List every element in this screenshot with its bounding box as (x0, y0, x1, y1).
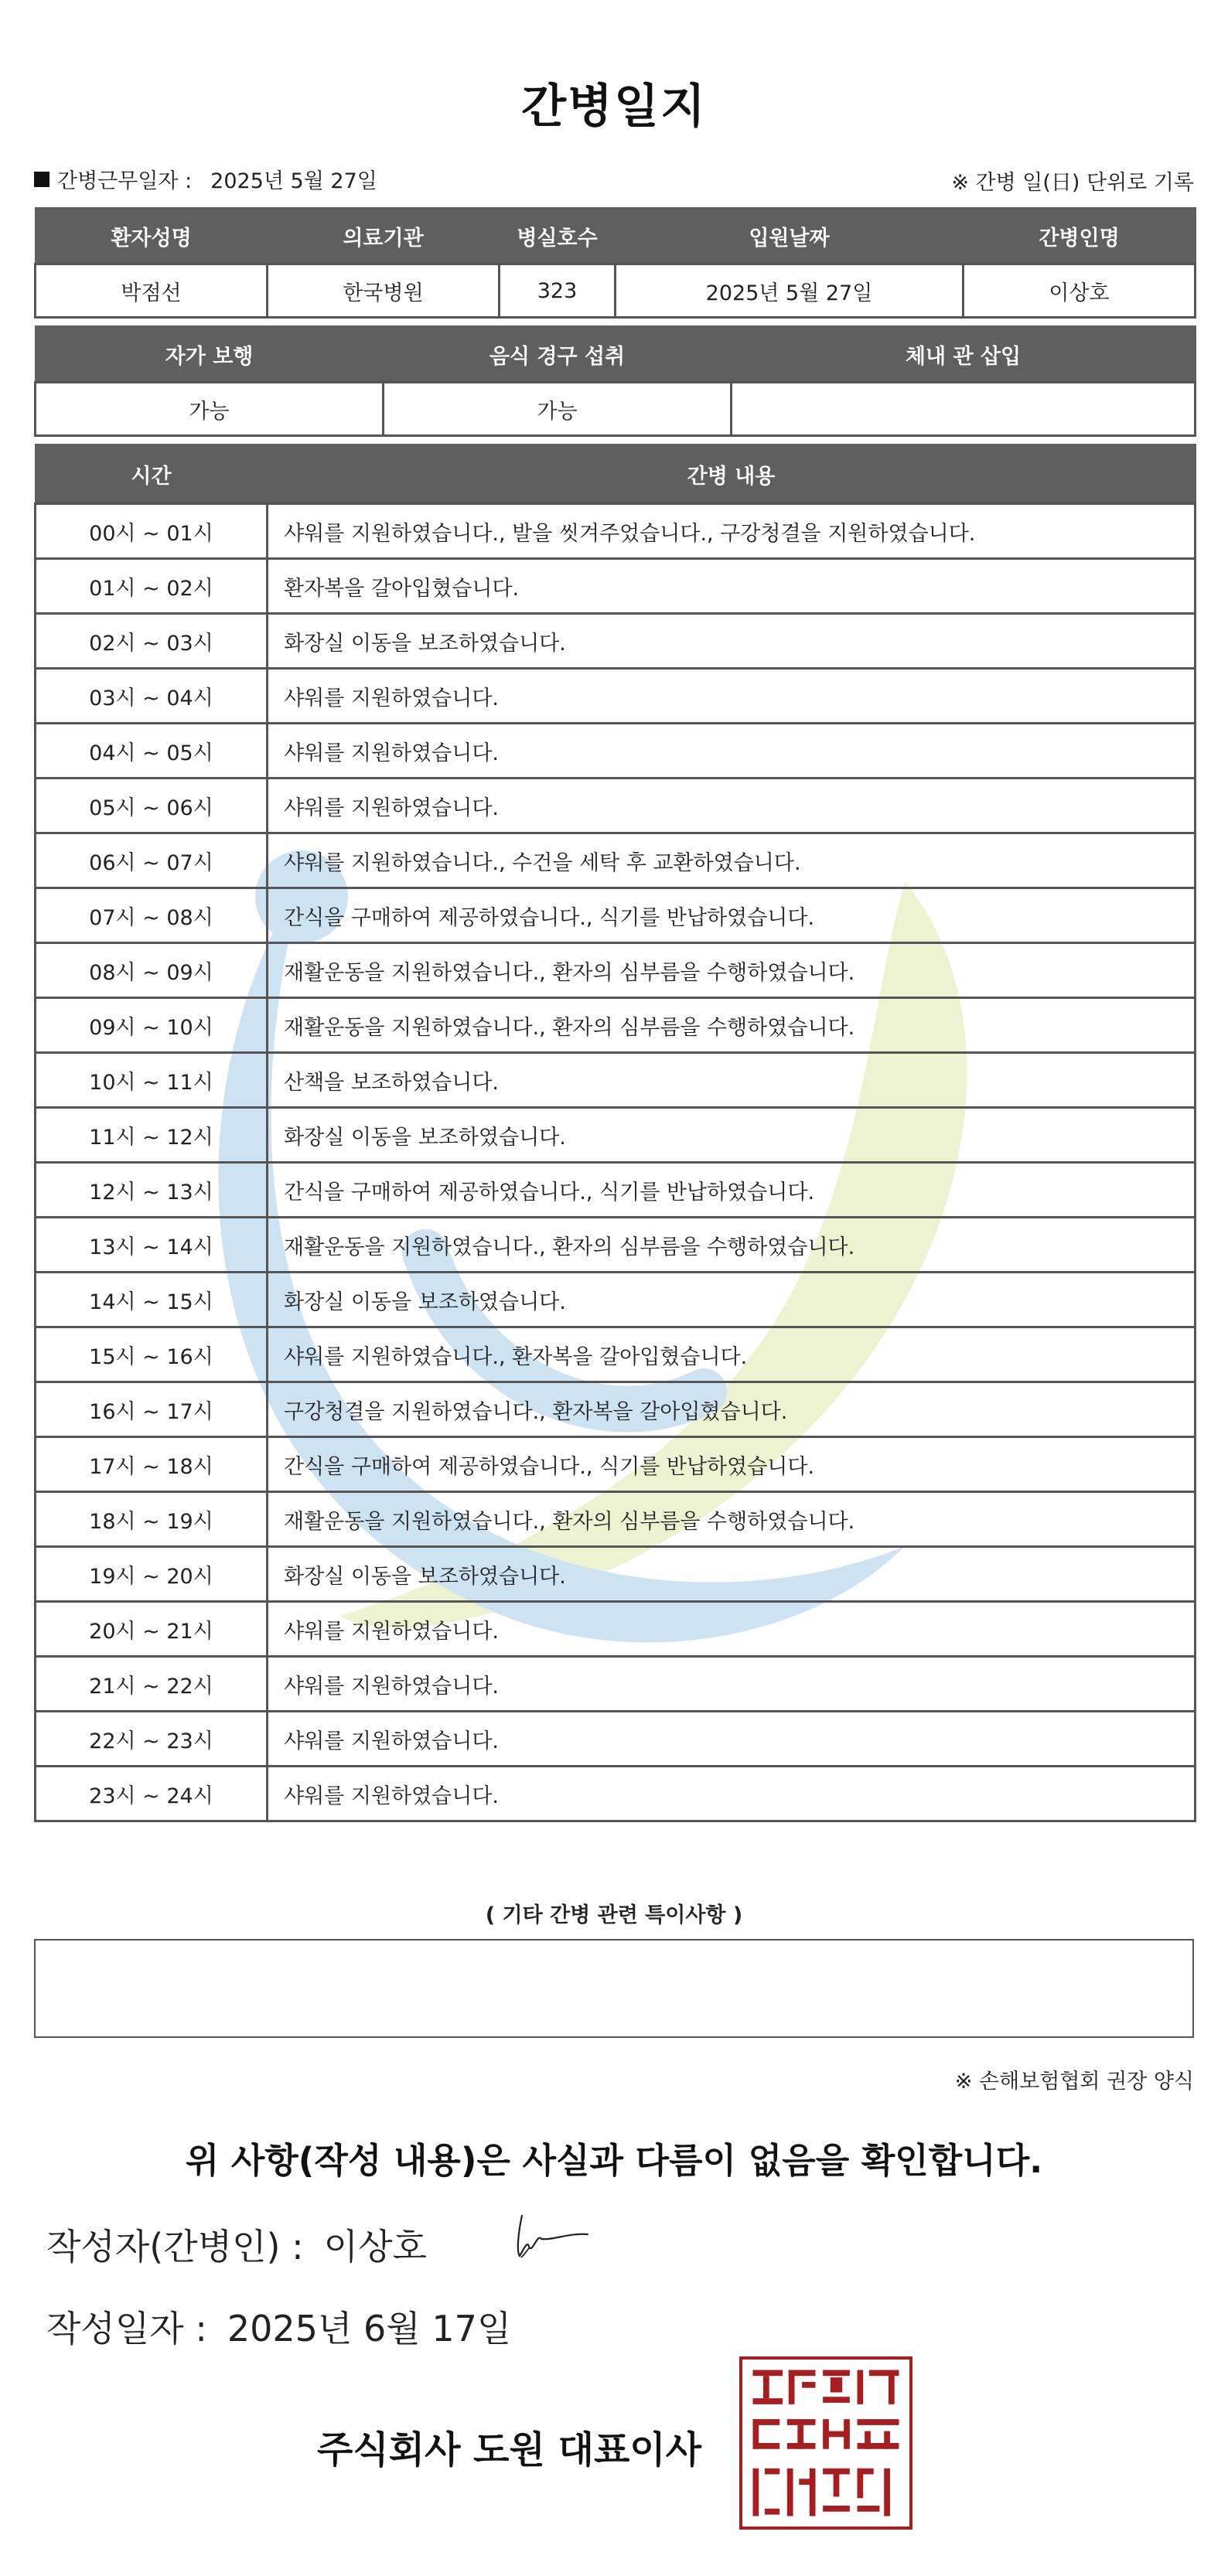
care-table-row (36, 1163, 1196, 1218)
care-content: 샤워를 지원하였습니다. (268, 779, 1196, 833)
care-content: 재활운동을 지원하였습니다., 환자의 심부름을 수행하였습니다. (268, 943, 1196, 998)
patient-name: 박점선 (36, 264, 268, 318)
care-content: 간식을 구매하여 제공하였습니다., 식기를 반납하였습니다. (268, 1163, 1196, 1218)
work-date-label: 간병근무일자 : (57, 169, 193, 193)
care-content: 화장실 이동을 보조하였습니다. (268, 1547, 1196, 1602)
time-slot: 01시 ~ 02시 (36, 559, 268, 614)
admission-date: 2025년 5월 27일 (616, 264, 964, 318)
care-table-row (36, 669, 1196, 724)
time-slot: 11시 ~ 12시 (36, 1108, 268, 1163)
care-table-row (36, 943, 1196, 998)
unit-note: ※ 간병 일(日) 단위로 기록 (951, 171, 1194, 195)
time-slot: 12시 ~ 13시 (36, 1163, 268, 1218)
care-content: 간식을 구매하여 제공하였습니다., 식기를 반납하였습니다. (268, 888, 1196, 943)
care-content: 구강청결을 지원하였습니다., 환자복을 갈아입혔습니다. (268, 1382, 1196, 1437)
patient-table-value-row (36, 264, 1196, 318)
time-slot: 03시 ~ 04시 (36, 669, 268, 724)
care-table-row (36, 1273, 1196, 1327)
care-content: 샤워를 지원하였습니다. (268, 1767, 1196, 1821)
page-title: 간병일지 (521, 80, 707, 134)
time-slot: 17시 ~ 18시 (36, 1437, 268, 1492)
time-slot: 22시 ~ 23시 (36, 1712, 268, 1767)
oral-intake-value: 가능 (384, 383, 732, 436)
care-table-row (36, 1437, 1196, 1492)
time-slot: 14시 ~ 15시 (36, 1273, 268, 1327)
care-content: 재활운동을 지원하였습니다., 환자의 심부름을 수행하였습니다. (268, 998, 1196, 1053)
care-table-row (36, 779, 1196, 833)
care-table-row (36, 1108, 1196, 1163)
header-caregiver-name: 간병인명 (964, 208, 1196, 264)
care-content: 샤워를 지원하였습니다. (268, 1657, 1196, 1712)
tube-insertion-value (732, 383, 1196, 436)
hospital-name: 한국병원 (268, 264, 500, 318)
care-table-row (36, 1053, 1196, 1108)
written-date-line (46, 2301, 511, 2352)
time-slot: 04시 ~ 05시 (36, 724, 268, 779)
patient-status-table (34, 325, 1196, 437)
time-slot: 02시 ~ 03시 (36, 614, 268, 669)
care-table-row (36, 614, 1196, 669)
signature-image (510, 2210, 603, 2271)
care-table-row (36, 504, 1196, 559)
care-content: 샤워를 지원하였습니다., 수건을 세탁 후 교환하였습니다. (268, 833, 1196, 888)
care-table-row (36, 1327, 1196, 1382)
header-time: 시간 (36, 445, 268, 504)
care-table-row (36, 1767, 1196, 1821)
time-slot: 15시 ~ 16시 (36, 1327, 268, 1382)
time-slot: 05시 ~ 06시 (36, 779, 268, 833)
caregiver-name: 이상호 (964, 264, 1196, 318)
care-table-row (36, 1547, 1196, 1602)
header-room: 병실호수 (500, 208, 616, 264)
patient-info-table (34, 207, 1196, 319)
header-care-content: 간병 내용 (268, 445, 1196, 504)
care-content: 샤워를 지원하였습니다. (268, 1712, 1196, 1767)
time-slot: 19시 ~ 20시 (36, 1547, 268, 1602)
recommendation-note: ※ 손해보험협회 권장 양식 (954, 2070, 1194, 2094)
time-slot: 10시 ~ 11시 (36, 1053, 268, 1108)
time-slot: 18시 ~ 19시 (36, 1492, 268, 1547)
care-content: 샤워를 지원하였습니다. (268, 724, 1196, 779)
writer-label: 작성자(간병인) : (46, 2226, 304, 2268)
header-admission-date: 입원날짜 (616, 208, 964, 264)
writer-line (46, 2219, 427, 2270)
time-slot: 20시 ~ 21시 (36, 1602, 268, 1657)
header-patient-name: 환자성명 (36, 208, 268, 264)
writer-name: 이상호 (323, 2226, 427, 2268)
care-table-row (36, 724, 1196, 779)
header-hospital: 의료기관 (268, 208, 500, 264)
work-date-row (34, 164, 377, 194)
care-content: 샤워를 지원하였습니다., 환자복을 갈아입혔습니다. (268, 1327, 1196, 1382)
time-slot: 08시 ~ 09시 (36, 943, 268, 998)
written-date-label: 작성일자 : (46, 2308, 207, 2349)
time-slot: 07시 ~ 08시 (36, 888, 268, 943)
care-table-row (36, 559, 1196, 614)
company-representative: 주식회사 도원 대표이사 (317, 2428, 702, 2472)
work-date-value: 2025년 5월 27일 (210, 169, 377, 193)
time-slot: 16시 ~ 17시 (36, 1382, 268, 1437)
time-slot: 00시 ~ 01시 (36, 504, 268, 559)
care-table-row (36, 1218, 1196, 1273)
care-content: 화장실 이동을 보조하였습니다. (268, 1273, 1196, 1327)
care-table-row (36, 1712, 1196, 1767)
care-table-row (36, 888, 1196, 943)
header-oral-intake: 음식 경구 섭취 (384, 326, 732, 383)
status-table-value-row (36, 383, 1196, 436)
care-content: 화장실 이동을 보조하였습니다. (268, 1108, 1196, 1163)
status-table-header-row (36, 326, 1196, 383)
room-number: 323 (500, 264, 616, 318)
care-content: 재활운동을 지원하였습니다., 환자의 심부름을 수행하였습니다. (268, 1492, 1196, 1547)
care-table-row (36, 833, 1196, 888)
care-table-row (36, 998, 1196, 1053)
care-content: 산책을 보조하였습니다. (268, 1053, 1196, 1108)
notes-label: ( 기타 간병 관련 특이사항 ) (485, 1903, 743, 1927)
care-log-table (34, 444, 1196, 1822)
square-bullet-icon (34, 172, 49, 187)
company-seal-image (739, 2356, 912, 2530)
time-slot: 13시 ~ 14시 (36, 1218, 268, 1273)
header-self-walking: 자가 보행 (36, 326, 384, 383)
header-tube-insertion: 체내 관 삽입 (732, 326, 1196, 383)
time-slot: 09시 ~ 10시 (36, 998, 268, 1053)
notes-box (34, 1939, 1194, 2038)
care-table-row (36, 1657, 1196, 1712)
care-content: 재활운동을 지원하였습니다., 환자의 심부름을 수행하였습니다. (268, 1218, 1196, 1273)
time-slot: 06시 ~ 07시 (36, 833, 268, 888)
written-date-value: 2025년 6월 17일 (227, 2308, 512, 2349)
care-table-header-row (36, 445, 1196, 504)
care-content: 간식을 구매하여 제공하였습니다., 식기를 반납하였습니다. (268, 1437, 1196, 1492)
care-content: 화장실 이동을 보조하였습니다. (268, 614, 1196, 669)
care-table-row (36, 1492, 1196, 1547)
care-content: 샤워를 지원하였습니다., 발을 씻겨주었습니다., 구강청결을 지원하였습니다. (268, 504, 1196, 559)
care-table-row (36, 1382, 1196, 1437)
care-content: 샤워를 지원하였습니다. (268, 1602, 1196, 1657)
care-table-row (36, 1602, 1196, 1657)
time-slot: 23시 ~ 24시 (36, 1767, 268, 1821)
patient-table-header-row (36, 208, 1196, 264)
self-walking-value: 가능 (36, 383, 384, 436)
time-slot: 21시 ~ 22시 (36, 1657, 268, 1712)
confirmation-statement: 위 사항(작성 내용)은 사실과 다름이 없음을 확인합니다. (185, 2140, 1043, 2181)
care-content: 환자복을 갈아입혔습니다. (268, 559, 1196, 614)
care-content: 샤워를 지원하였습니다. (268, 669, 1196, 724)
